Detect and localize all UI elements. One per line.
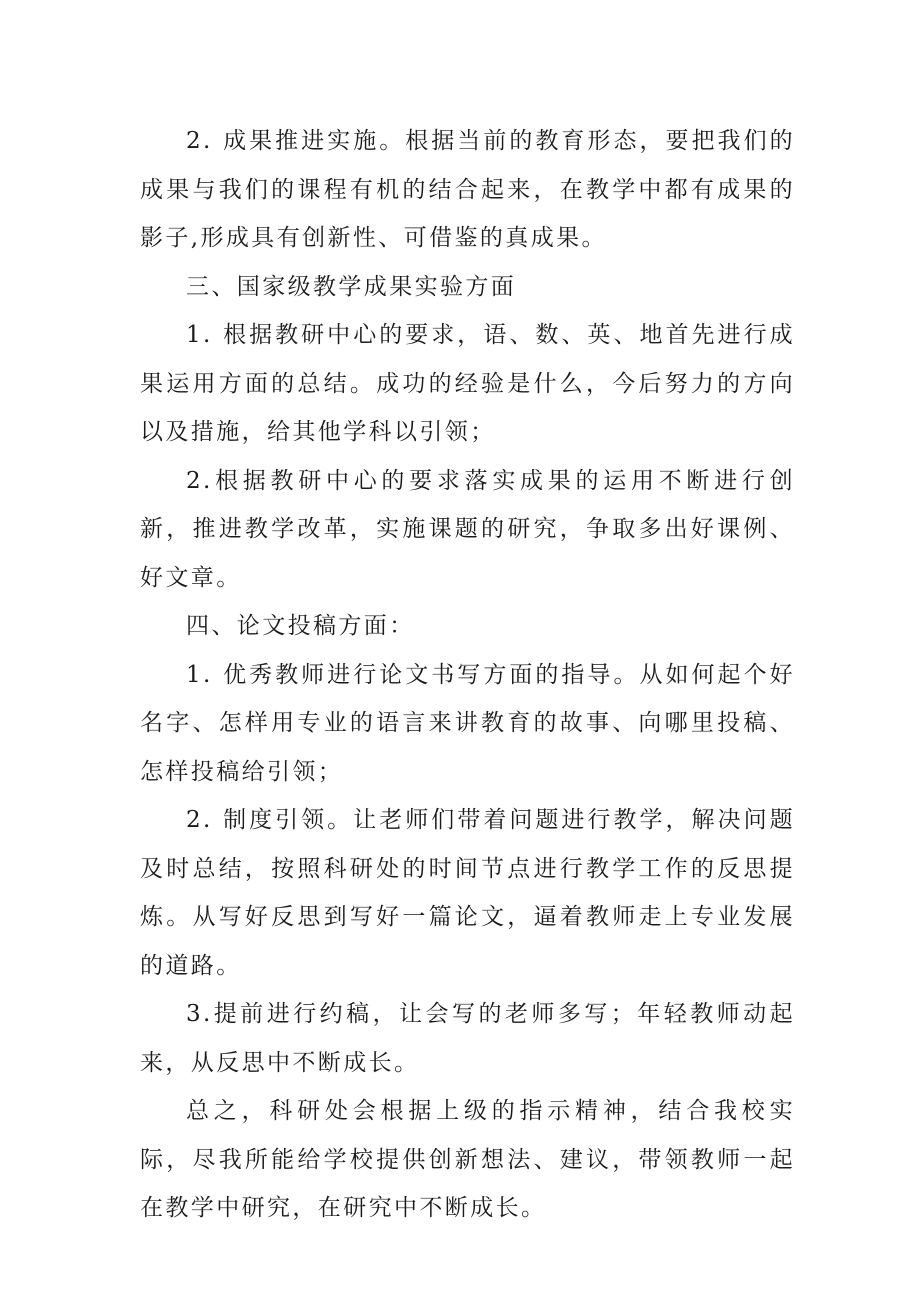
paragraph-system-guidance: 2. 制度引领。让老师们带着问题进行教学，解决问题及时总结，按照科研处的时间节点进行教学工作的反思提炼。从写好反思到写好一篇论文，逼着教师走上专业发展的道路。 — [140, 807, 795, 979]
section-heading-paper-submission: 四、论文投稿方面： — [186, 613, 415, 639]
paragraph-summary-guidance: 1. 根据教研中心的要求，语、数、英、地首先进行成果运用方面的总结。成功的经验是什么，今后努力的方向以及措施，给其他学科以引领； — [140, 322, 795, 445]
paragraph-early-solicitation: 3.提前进行约稿，让会写的老师多写；年轻教师动起来，从反思中不断成长。 — [140, 1001, 795, 1076]
paragraph-achievement-implementation: 2. 成果推进实施。根据当前的教育形态，要把我们的成果与我们的课程有机的结合起来，在教学中都有成果的影子,形成具有创新性、可借鉴的真成果。 — [140, 128, 795, 251]
paragraph-conclusion: 总之，科研处会根据上级的指示精神，结合我校实际，尽我所能给学校提供创新想法、建议，带领教师一起在教学中研究，在研究中不断成长。 — [140, 1098, 795, 1221]
paragraph-writing-guidance: 1. 优秀教师进行论文书写方面的指导。从如何起个好名字、怎样用专业的语言来讲教育的故事、向哪里投稿、怎样投稿给引领； — [140, 661, 795, 785]
paragraph-innovation-reform: 2.根据教研中心的要求落实成果的运用不断进行创新，推进教学改革，实施课题的研究，争取多出好课例、好文章。 — [140, 467, 795, 591]
document-body — [140, 117, 795, 1233]
section-heading-national-achievement: 三、国家级教学成果实验方面 — [186, 273, 517, 300]
